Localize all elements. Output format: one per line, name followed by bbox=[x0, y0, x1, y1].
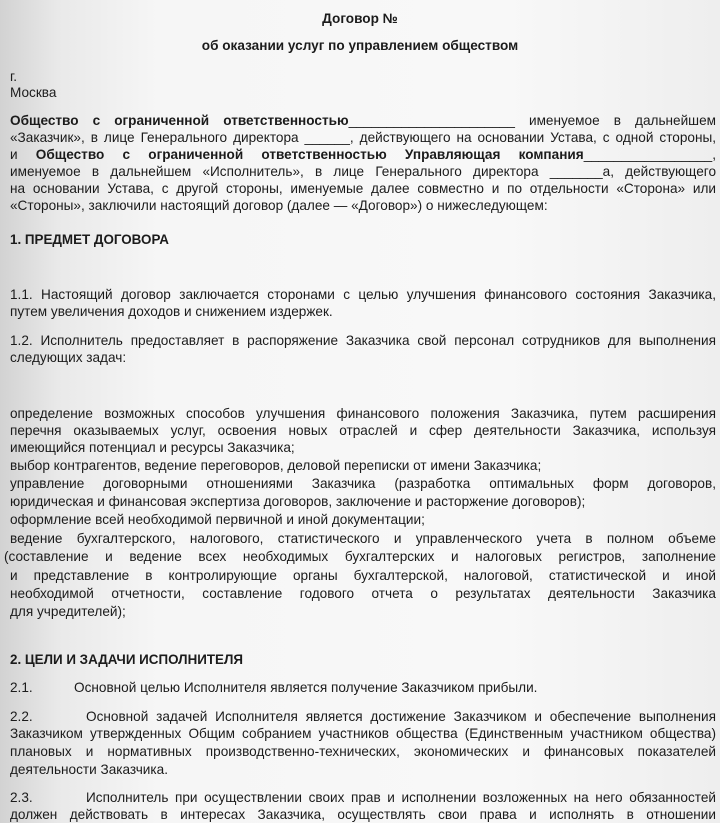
clause-2-1 bbox=[10, 680, 716, 696]
clause-2-2: плановых и нормативных производственно-технических, экономических и финансовых показателей bbox=[10, 744, 716, 759]
city-prefix: г. bbox=[10, 69, 18, 84]
task-line: оформление всей необходимой первичной и иной документации; bbox=[10, 512, 425, 527]
task-line: выбор контрагентов, ведение переговоров, деловой переписки от имени Заказчика; bbox=[10, 458, 542, 473]
task-line: юридическая и финансовая экспертиза договоров, заключение и расторжение договоров); bbox=[10, 494, 586, 509]
clause-2-2: Заказчиком утвержденных Общим собранием участников общества (Единственным участником общества) bbox=[10, 726, 716, 741]
doc-title: Договор № bbox=[322, 11, 398, 26]
preamble-line: на основании Устава, с другой стороны, именуемые далее совместно и по отдельности «Сторона» или bbox=[10, 181, 716, 196]
clause-text: Основной задачей Исполнителя является достижение Заказчиком и обеспечение выполнения bbox=[86, 709, 716, 724]
executor-org-name: Общество с ограниченной ответственностью Управляющая компания bbox=[35, 147, 584, 162]
customer-org-name: Общество с ограниченной ответственностью bbox=[10, 113, 349, 128]
clause-2-3 bbox=[10, 790, 716, 806]
city: Москва bbox=[10, 85, 57, 100]
preamble-and: и bbox=[10, 147, 36, 162]
preamble-line: «Заказчик», в лице Генерального директора ______, действующего на основании Устава, с одной стороны, bbox=[10, 130, 716, 145]
clause-text: Исполнитель при осуществлении своих прав и исполнении возложенных на него обязанностей bbox=[86, 790, 716, 805]
customer-org-rest: ______________________ именуемое в дальнейшем bbox=[348, 113, 716, 128]
task-line: ведение бухгалтерского, налогового, статистического и управленческого учета в полном объеме bbox=[10, 531, 716, 546]
clause-1-1: путем увеличения доходов и снижением издержек. bbox=[10, 304, 333, 319]
section-1-heading: 1. ПРЕДМЕТ ДОГОВОРА bbox=[10, 232, 169, 247]
task-line: и представление в контролирующие органы бухгалтерской, налоговой, статистической и иной bbox=[10, 568, 716, 583]
executor-org-rest: _________________, bbox=[583, 147, 716, 162]
task-line: определение возможных способов улучшения финансового положения Заказчика, путем расширения bbox=[10, 406, 716, 421]
doc-subtitle: об оказании услуг по управлением обществом bbox=[201, 38, 519, 53]
preamble-line bbox=[10, 113, 716, 129]
task-line: (составление и ведение всех необходимых бухгалтерских и налоговых регистров, заполнение bbox=[4, 549, 716, 564]
preamble-line bbox=[10, 147, 716, 163]
preamble-line: именуемое в дальнейшем «Исполнитель», в лице Генерального директора _______а, действующего bbox=[10, 164, 716, 179]
clause-text: Основной целью Исполнителя является получение Заказчиком прибыли. bbox=[74, 680, 538, 695]
task-line: управление договорными отношениями Заказчика (разработка оптимальных форм договоров, bbox=[10, 476, 716, 491]
clause-1-1: 1.1. Настоящий договор заключается сторонами с целью улучшения финансового состояния Заказчика, bbox=[10, 287, 716, 302]
task-line: перечня оказываемых услуг, освоения новых отраслей и сфер деятельности Заказчика, используя bbox=[10, 423, 716, 438]
preamble-line: «Стороны», заключили настоящий договор (далее — «Договор») о нижеследующем: bbox=[10, 198, 548, 213]
clause-number: 2.3. bbox=[10, 790, 33, 805]
clause-1-2: следующих задач: bbox=[10, 350, 127, 365]
section-2-heading: 2. ЦЕЛИ И ЗАДАЧИ ИСПОЛНИТЕЛЯ bbox=[10, 652, 244, 667]
clause-2-2 bbox=[10, 709, 716, 725]
clause-1-2: 1.2. Исполнитель предоставляет в распоряжение Заказчика свой персонал сотрудников для выполнения bbox=[10, 333, 716, 348]
clause-2-2: деятельности Заказчика. bbox=[10, 762, 168, 777]
task-line: необходимой отчетности, составление годового отчета о результатах деятельности Заказчика bbox=[10, 586, 716, 601]
task-line: имеющийся потенциал и ресурсы Заказчика; bbox=[10, 440, 295, 455]
clause-2-3: должен действовать в интересах Заказчика, осуществлять свои права и исполнять в отношении bbox=[10, 807, 716, 822]
clause-number: 2.1. bbox=[10, 680, 33, 695]
task-line: для учредителей); bbox=[10, 604, 126, 619]
clause-number: 2.2. bbox=[10, 709, 33, 724]
